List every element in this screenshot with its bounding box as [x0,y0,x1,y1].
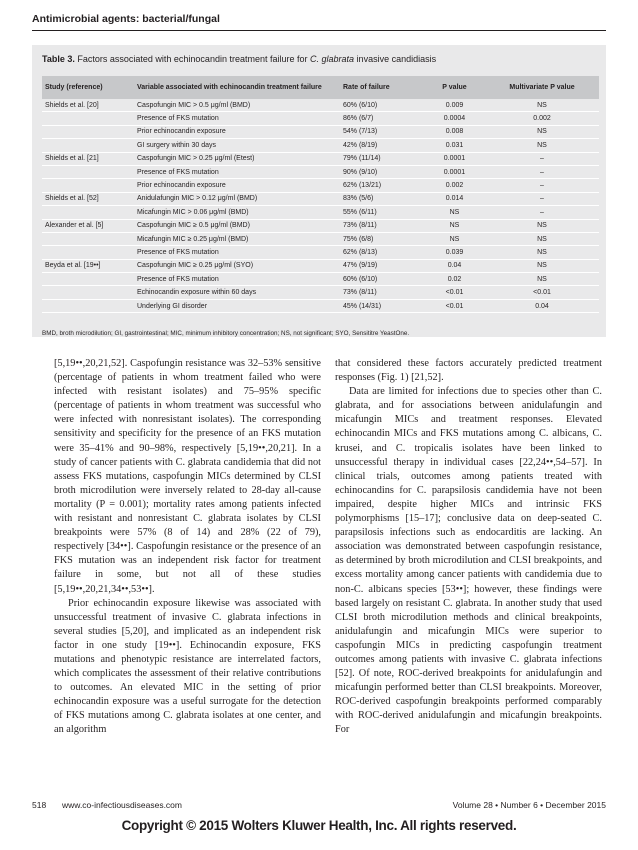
cell-study [42,299,134,312]
factors-table [42,76,599,313]
cell-study: Alexander et al. [5] [42,219,134,232]
cell-rate: 42% (8/19) [340,139,424,152]
cell-variable: Presence of FKS mutation [134,165,340,178]
cell-variable: Presence of FKS mutation [134,273,340,286]
cell-multivariate-p: 0.002 [485,112,599,125]
cell-study [42,125,134,138]
table-row [42,139,599,152]
cell-variable: Caspofungin MIC ≥ 0.5 μg/ml (BMD) [134,219,340,232]
cell-study [42,206,134,219]
cell-variable: Anidulafungin MIC > 0.12 μg/ml (BMD) [134,192,340,205]
cell-multivariate-p: – [485,165,599,178]
cell-multivariate-p: NS [485,246,599,259]
cell-multivariate-p: NS [485,139,599,152]
cell-multivariate-p: NS [485,219,599,232]
col-study: Study (reference) [42,76,134,99]
cell-study: Beyda et al. [19••] [42,259,134,272]
running-head: Antimicrobial agents: bacterial/fungal [32,13,220,25]
cell-multivariate-p: – [485,206,599,219]
table-row [42,99,599,112]
cell-multivariate-p: NS [485,125,599,138]
col-rate: Rate of failure [340,76,424,99]
cell-p: 0.009 [424,99,485,112]
cell-p: <0.01 [424,299,485,312]
cell-variable: GI surgery within 30 days [134,139,340,152]
cell-rate: 47% (9/19) [340,259,424,272]
col-variable: Variable associated with echinocandin treatment failure [134,76,340,99]
table-label: Table 3. [42,54,75,64]
cell-p: NS [424,219,485,232]
table-row [42,286,599,299]
body-left-column [54,357,321,738]
table-row [42,246,599,259]
cell-rate: 86% (6/7) [340,112,424,125]
table-caption [42,54,598,64]
table-footnote: BMD, broth microdilution; GI, gastrointestinal; MIC, minimum inhibitory concentration; NS, not significant; SYO, Sensititre YeastOne. [42,330,410,337]
cell-study [42,286,134,299]
cell-variable: Caspofungin MIC > 0.5 μg/ml (BMD) [134,99,340,112]
cell-p: 0.04 [424,259,485,272]
cell-rate: 73% (8/11) [340,219,424,232]
cell-rate: 75% (6/8) [340,232,424,245]
cell-variable: Caspofungin MIC > 0.25 μg/ml (Etest) [134,152,340,165]
cell-rate: 73% (8/11) [340,286,424,299]
cell-p: 0.002 [424,179,485,192]
cell-variable: Presence of FKS mutation [134,112,340,125]
table-row [42,299,599,312]
cell-multivariate-p: 0.04 [485,299,599,312]
cell-p: NS [424,232,485,245]
caption-text-after: invasive candidiasis [356,54,437,64]
cell-study: Shields et al. [20] [42,99,134,112]
cell-rate: 60% (6/10) [340,99,424,112]
cell-variable: Underlying GI disorder [134,299,340,312]
paragraph: Data are limited for infections due to species other than C. glabrata, and for associations between anidulafungin and micafungin MICs and treatment responses. Elevated echinocandin MICs and FKS mutations among C. albicans, C. krusei, and C. tropicalis isolates have been linked to unsuccessful therapy in individual cases [22,24••,54–57]. In clinical trials, outcomes among patients treated with echinocandins for C. parapsilosis candidemia have not been impaired, despite higher MICs and intrinsic FKS polymorphisms [15–17]; conclusive data on deep-seated C. parapsilosis infections such as endocarditis are lacking. An association was demonstrated between caspofungin resistance, as determined by broth microdilution and CLSI breakpoints, and excess mortality among cancer patients with candidemia due to non-C. albicans species [53••]; however, these findings were based largely on resistant C. glabrata. In another study that used CLSI broth microdilution methods and clinical breakpoints, anidulafungin and micafungin MICs were superior to caspofungin MICs in predicting caspofungin treatment outcomes among patients with invasive C. glabrata infections [52]. Of note, ROC-derived breakpoints for anidulafungin and micafungin performed better than CLSI breakpoints. Moreover, ROC-derived caspofungin breakpoints performed comparably with ROC-derived anidulafungin and micafungin breakpoints. For [335,386,602,736]
cell-p: 0.014 [424,192,485,205]
cell-rate: 62% (13/21) [340,179,424,192]
cell-variable: Prior echinocandin exposure [134,125,340,138]
cell-p: <0.01 [424,286,485,299]
cell-variable: Prior echinocandin exposure [134,179,340,192]
cell-study: Shields et al. [21] [42,152,134,165]
header-divider [32,30,606,31]
table-row [42,273,599,286]
cell-p: 0.031 [424,139,485,152]
table-row [42,259,599,272]
volume-info: Volume 28 • Number 6 • December 2015 [452,800,606,810]
cell-study: Shields et al. [52] [42,192,134,205]
cell-p: NS [424,206,485,219]
cell-multivariate-p: – [485,152,599,165]
cell-rate: 90% (9/10) [340,165,424,178]
cell-multivariate-p: <0.01 [485,286,599,299]
cell-rate: 60% (6/10) [340,273,424,286]
paragraph: that considered these factors accurately predicted treatment responses (Fig. 1) [21,52]. [335,358,602,384]
cell-p: 0.0001 [424,165,485,178]
table-row [42,192,599,205]
paragraph: [5,19••,20,21,52]. Caspofungin resistance was 32–53% sensitive (percentage of patients in whom treatment failed who were infected with resistant isolates) and 75–95% specific (percentage of patients in whom treatment was successful who were infected with nonresistant isolates). The corresponding sensitivity and specificity for the presence of an FKS mutation were 35–41% and 90–98%, respectively [5,19••,20,21]. In a study of cancer patients with C. glabrata candidemia that did not assess FKS mutations, caspofungin MICs determined by CLSI broth microdilution were inversely related to 28-day all-cause mortality (P = 0.001); mortality rates among patients infected with resistant and nonresistant C. glabrata isolates by CLSI breakpoints were 57% (8 of 14) and 28% (22 of 79), respectively [34••]. Caspofungin resistance or the presence of an FKS mutation was an independent risk factor for treatment failure in some, but not all of these studies [5,19••,20,21,34••,53••]. [54,358,321,595]
journal-url[interactable]: www.co-infectiousdiseases.com [62,800,182,810]
cell-study [42,232,134,245]
cell-multivariate-p: NS [485,273,599,286]
table-row [42,206,599,219]
cell-rate: 45% (14/31) [340,299,424,312]
cell-variable: Caspofungin MIC ≥ 0.25 μg/ml (SYO) [134,259,340,272]
cell-variable: Micafungin MIC > 0.06 μg/ml (BMD) [134,206,340,219]
caption-text-before: Factors associated with echinocandin treatment failure for [77,54,308,64]
cell-study [42,112,134,125]
table-row [42,219,599,232]
copyright-notice: Copyright © 2015 Wolters Kluwer Health, Inc. All rights reserved. [121,818,517,833]
col-multivariate-p: Multivariate P value [485,76,599,99]
cell-rate: 62% (8/13) [340,246,424,259]
table-row [42,165,599,178]
table-header-row [42,76,599,99]
cell-multivariate-p: – [485,192,599,205]
cell-p: 0.0004 [424,112,485,125]
page-footer [32,800,606,814]
cell-study [42,139,134,152]
cell-rate: 83% (5/6) [340,192,424,205]
cell-study [42,273,134,286]
page-number: 518 [32,800,47,810]
cell-multivariate-p: NS [485,99,599,112]
cell-p: 0.0001 [424,152,485,165]
cell-multivariate-p: NS [485,232,599,245]
cell-study [42,246,134,259]
cell-multivariate-p: – [485,179,599,192]
table-row [42,232,599,245]
table-3-box [32,45,606,337]
caption-species: C. glabrata [310,54,355,64]
cell-variable: Micafungin MIC ≥ 0.25 μg/ml (BMD) [134,232,340,245]
body-right-column [335,357,602,738]
cell-p: 0.008 [424,125,485,138]
cell-rate: 55% (6/11) [340,206,424,219]
table-row [42,179,599,192]
cell-study [42,179,134,192]
col-p: P value [424,76,485,99]
table-row [42,112,599,125]
paragraph: Prior echinocandin exposure likewise was associated with unsuccessful treatment of invasive C. glabrata infections in several studies [5,20], and implicated as an independent risk factor in one study [19••]. Echinocandin exposure, FKS mutations and phenotypic resistance are interrelated factors, which complicates the assessment of their relative contributions to outcomes. An elevated MIC in the setting of prior echinocandin exposure was a useful surrogate for the detection of FKS mutations among C. glabrata isolates at one center, and an algorithm [54,597,321,736]
cell-variable: Presence of FKS mutation [134,246,340,259]
cell-study [42,165,134,178]
table-row [42,152,599,165]
cell-variable: Echinocandin exposure within 60 days [134,286,340,299]
cell-multivariate-p: NS [485,259,599,272]
cell-rate: 79% (11/14) [340,152,424,165]
cell-p: 0.039 [424,246,485,259]
table-row [42,125,599,138]
cell-rate: 54% (7/13) [340,125,424,138]
cell-p: 0.02 [424,273,485,286]
